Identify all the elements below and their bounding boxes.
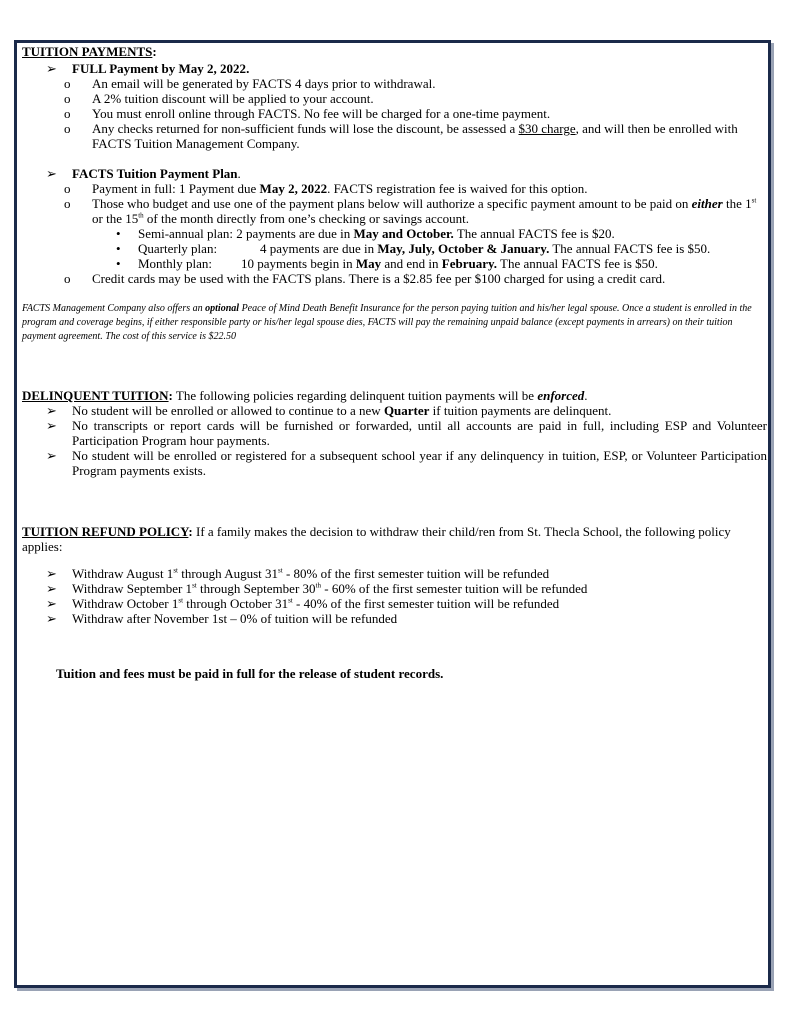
list-item: ➢ No transcripts or report cards will be furnished or forwarded, until all accounts are paid in full, including ESP and Volunteer Participation Program hour payments. bbox=[46, 418, 767, 448]
bullet-icon: • bbox=[116, 226, 121, 241]
arrow-bullet-icon: ➢ bbox=[46, 61, 57, 76]
records-release-note: Tuition and fees must be paid in full for the release of student records. bbox=[56, 666, 444, 681]
facts-plan-heading: ➢ FACTS Tuition Payment Plan. bbox=[46, 166, 241, 181]
circle-bullet-icon: o bbox=[64, 196, 71, 211]
arrow-bullet-icon: ➢ bbox=[46, 581, 57, 596]
list-item: o Those who budget and use one of the payment plans below will authorize a specific payment amount to be paid on either the 1st or the 15th of the month directly from one’s checking or savings account. bbox=[64, 196, 757, 226]
list-item: o An email will be generated by FACTS 4 days prior to withdrawal. bbox=[64, 76, 436, 91]
refund-policy-heading: TUITION REFUND POLICY: If a family makes the decision to withdraw their child/ren from St. Thecla School, the following policy applies: bbox=[22, 524, 731, 554]
circle-bullet-icon: o bbox=[64, 106, 71, 121]
circle-bullet-icon: o bbox=[64, 91, 71, 106]
arrow-bullet-icon: ➢ bbox=[46, 448, 57, 463]
list-item: ➢ No student will be enrolled or registered for a subsequent school year if any delinquency in tuition, ESP, or Volunteer Participation Program payments exists. bbox=[46, 448, 767, 478]
list-item: o A 2% tuition discount will be applied to your account. bbox=[64, 91, 374, 106]
list-item: ➢ No student will be enrolled or allowed to continue to a new Quarter if tuition payments are delinquent. bbox=[46, 403, 612, 418]
circle-bullet-icon: o bbox=[64, 181, 71, 196]
arrow-bullet-icon: ➢ bbox=[46, 611, 57, 626]
arrow-bullet-icon: ➢ bbox=[46, 403, 57, 418]
circle-bullet-icon: o bbox=[64, 271, 71, 286]
list-item: ➢ Withdraw September 1st through September 30th - 60% of the first semester tuition will be refunded bbox=[46, 581, 588, 596]
arrow-bullet-icon: ➢ bbox=[46, 418, 57, 433]
arrow-bullet-icon: ➢ bbox=[46, 596, 57, 611]
list-item: ➢ Withdraw after November 1st – 0% of tuition will be refunded bbox=[46, 611, 398, 626]
list-item: o Payment in full: 1 Payment due May 2, 2022. FACTS registration fee is waived for this option. bbox=[64, 181, 588, 196]
list-item: • Quarterly plan: 4 payments are due in May, July, October & January. The annual FACTS fee is $50. bbox=[116, 241, 711, 256]
circle-bullet-icon: o bbox=[64, 76, 71, 91]
delinquent-tuition-heading: DELINQUENT TUITION: The following policies regarding delinquent tuition payments will be enforced. bbox=[22, 388, 588, 403]
bullet-icon: • bbox=[116, 241, 121, 256]
circle-bullet-icon: o bbox=[64, 121, 71, 136]
full-payment-heading: ➢ FULL Payment by May 2, 2022. bbox=[46, 61, 250, 76]
list-item: o Credit cards may be used with the FACTS plans. There is a $2.85 fee per $100 charged for using a credit card. bbox=[64, 271, 666, 286]
arrow-bullet-icon: ➢ bbox=[46, 166, 57, 181]
list-item: o Any checks returned for non-sufficient funds will lose the discount, be assessed a $30 charge, and will then be enrolled with FACTS Tuition Management Company. bbox=[64, 121, 738, 151]
list-item: ➢ Withdraw August 1st through August 31st - 80% of the first semester tuition will be refunded bbox=[46, 566, 550, 581]
arrow-bullet-icon: ➢ bbox=[46, 566, 57, 581]
tuition-payments-heading: TUITION PAYMENTS: bbox=[22, 44, 157, 59]
list-item: ➢ Withdraw October 1st through October 31st - 40% of the first semester tuition will be refunded bbox=[46, 596, 560, 611]
document-body bbox=[22, 44, 767, 694]
list-item: • Semi-annual plan: 2 payments are due in May and October. The annual FACTS fee is $20. bbox=[116, 226, 615, 241]
list-item: o You must enroll online through FACTS. No fee will be charged for a one-time payment. bbox=[64, 106, 551, 121]
list-item: • Monthly plan: 10 payments begin in May and end in February. The annual FACTS fee is $50. bbox=[116, 256, 658, 271]
bullet-icon: • bbox=[116, 256, 121, 271]
insurance-note: FACTS Management Company also offers an optional Peace of Mind Death Benefit Insurance for the person paying tuition and his/her legal spouse. Once a student is enrolled in the program and coverage begins, if either responsible party or his/her legal spouse dies, FACTS will pay the remaining unpaid balance (except payments in arrears) on their tuition payment agreement. The cost of this service is $22.50 bbox=[22, 303, 752, 342]
